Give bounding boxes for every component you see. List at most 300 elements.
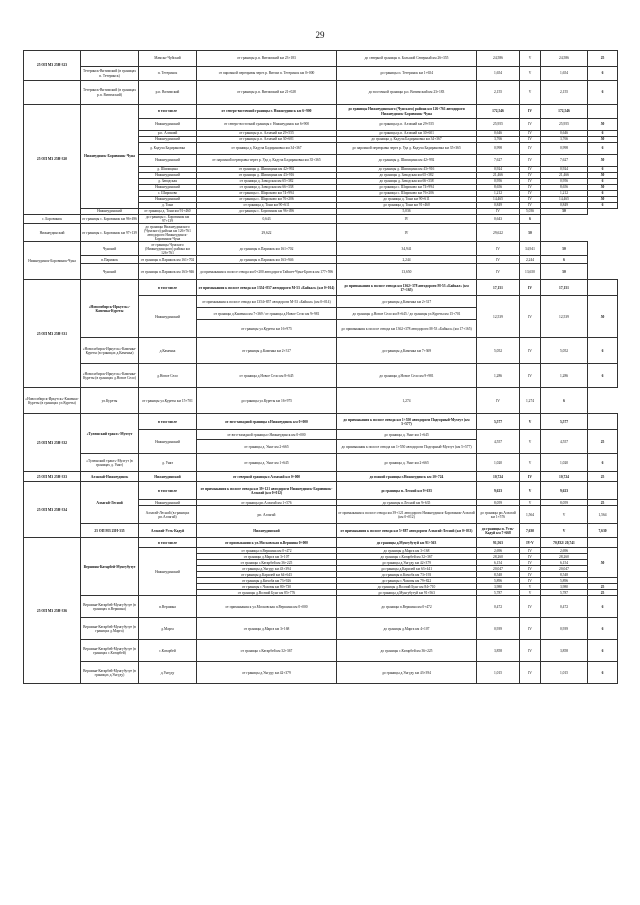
table-cell: 21,466 [477,173,520,179]
table-cell: до границы д. Ункт км 2+665 [337,454,477,472]
table-cell: от границы д.Марга км 3+168 [197,618,337,640]
table-cell: до границы д. Заводская км 66+338 [337,179,477,185]
table-cell: 3,766 [477,137,520,143]
table-cell: Нижнеудинский [139,548,197,596]
table-row [24,338,618,364]
table-cell: до границы д.Мунгубутуй км 91+563 [337,538,477,548]
table-cell: 50 [588,173,618,179]
table-cell: 4,557 [477,430,520,454]
table-cell: р.п. Алзамай [139,131,197,137]
table-row [24,264,618,280]
table-cell: 25 ОП МЗ 25Н-335 [81,524,139,538]
table-cell: V [541,506,588,524]
table-cell: от границы д. Шипицина км 42+992 [197,167,337,173]
table-cell: от юго-западной границы г.Нижнеудинск км 0+000 [197,414,337,430]
table-cell: 5,577 [541,414,588,430]
table-cell: 0,924 [541,167,588,173]
table-cell: от границы д. Тони км 91+460 [139,209,197,215]
table-cell: 5,787 [541,590,588,596]
table-cell: 10,724 [477,472,520,482]
table-cell: Чунский [81,242,139,256]
table-cell: п.Вершина [139,596,197,618]
table-cell: 4,557 [541,430,588,454]
table-cell: 5,036 [337,209,477,215]
table-cell: 91,563 [477,538,520,548]
table-cell: 7,627 [541,155,588,167]
table-cell: 8,656 [477,185,520,191]
table-cell: от границы д. Заводская км 65+382 [197,179,337,185]
table-cell: от границы д.Кичоба км 73+926 [197,578,337,584]
table-cell: до границы д.Каменка км 7+369 [337,338,477,364]
table-cell: IV [520,662,541,684]
table-row [24,242,618,256]
table-cell: от границы д. Шипицина км 43+916 [197,173,337,179]
table-cell: от примыкания к полосе отвода км 1354+857 автодороги М-53 «Байкал» (км 0+014) [197,280,337,296]
table-cell: 1,015 [477,662,520,684]
table-cell: «Тулюнский тракт»-Мухтут (в границах д. Ункт) [81,454,139,472]
table-cell: 0,646 [541,131,588,137]
table-cell: до границы д. Заводская км 65+382 [337,173,477,179]
table-cell: 20,047 [541,566,588,572]
table-cell: Алзагай-Лесной (в границах рп.Алзагай) [139,506,197,524]
table-cell: 25 [588,51,618,67]
table-cell: IV [477,209,520,215]
table-cell: «Новосибирск-Иркутск»-Каменка-Куреты (в границах д.Новое Село) [81,364,139,388]
table-cell: до примыкания к полосе отвода км 1+550 автодороги Подгорный-Мухтут (км 5+577) [337,440,477,454]
table-cell: 25 ОП МЗ 25Н-334 [24,482,81,538]
table-cell: 0,939 [477,618,520,640]
table-cell: 50 [588,119,618,131]
table-cell: IV [337,215,477,224]
table-cell: 9,623 [477,482,520,500]
table-cell: 1,274 [337,388,477,414]
table-cell: IV [520,640,541,662]
table-cell: 17,151 [541,280,588,296]
table-cell: от границы д.Каменка км 7+369 / от границы д.Новое Село км 9+981 [197,308,337,320]
table-cell: 6 [588,131,618,137]
table-cell: IV [520,472,541,482]
table-cell: от границы д.Карилей км 64+643 [197,572,337,578]
table-cell: 28,260 [477,554,520,560]
table-row [24,256,618,264]
table-cell: IV [520,578,541,584]
table-cell: Нижнеудинск-Боровинок-Чуна [24,242,81,280]
table-cell: от границы рп.Алзагай км 1+576 [197,500,337,506]
table-cell: 50 [588,155,618,167]
table-cell: до примыкания к полосе отвода км 0+200 автодороги Тайшет-Чуна-Братск км 177+596 [197,264,337,280]
table-cell: IV [477,264,520,280]
table-cell: 1,020 [477,454,520,472]
table-cell: IV [520,173,541,179]
table-cell: 3,980 [477,584,520,590]
table-cell: до границы с.Катарбей км 32+367 [337,554,477,560]
table-cell: 50 [541,242,588,256]
table-cell: 5,052 [477,338,520,364]
table-cell: 25 ОП МЗ 25Н-323 [24,51,81,81]
table-cell: 7,627 [477,155,520,167]
table-cell: 2,155 [477,81,520,105]
table-cell: V [520,81,541,105]
table-cell: IV [520,167,541,173]
table-cell: д.Унгуду [139,662,197,684]
table-cell: IV [520,280,541,296]
table-cell: 50 [588,185,618,191]
table-cell: от границы д. Кадуча Бадирановка км 34+367 [197,143,337,155]
table-cell: 50 [588,137,618,143]
table-cell: до границы д. Тони км 91+460 [337,203,477,209]
table-cell: до паромной переправы через р. Уда д. Кадуча Бадирановка км 35+365 [337,143,477,155]
table-cell: от примыкания к ул.Московская п.Вершина км 0+000 [197,596,337,618]
table-cell: 0,849 [541,203,588,209]
table-cell: Нижнеудинский [139,173,197,179]
table-row [24,388,618,414]
table-cell: р.п. Витимский [139,81,197,105]
table-cell: от границы д.Волчий Бунг км 85+776 [197,590,337,596]
table-cell: в том числе [139,105,197,119]
table-cell: 14,465 [541,197,588,203]
table-cell: 1,286 [541,364,588,388]
table-cell: Вершина-Катарбей-Мунгубутуе (в границах п.Вершина) [81,596,139,618]
table-cell: 14,465 [477,197,520,203]
table-cell: от паромной переправы через р. Уда д. Кадуча Бадирановка км 35+365 [197,155,337,167]
table-cell: IV [477,242,520,256]
table-cell: V [520,454,541,472]
table-cell: 25,955 [541,119,588,131]
table-cell: IV [520,155,541,167]
table-cell: IV [520,560,541,566]
table-cell: IV [520,548,541,554]
table-cell: 6 [588,618,618,640]
table-cell: д. Кадуча Бадирановка [139,143,197,155]
table-cell: IV [520,137,541,143]
table-cell: 29,622 [477,224,520,242]
table-cell: 50 [588,296,618,338]
table-cell: до границы д. Кадуча Бадирановка км 34+367 [337,137,477,143]
table-cell: до примыкания к полосе отвода км 1362+378 автодороги М-53 «Байкал» (км 17+165) [337,280,477,296]
table-cell: до границы д.Мунгубутуй км 91+563 [337,590,477,596]
table-cell: 6 [541,388,588,414]
table-cell: от границы п.Вершина км 0+472 [197,548,337,554]
table-cell [588,414,618,430]
table-cell: 2,244 [337,256,477,264]
table-cell: Нижнеудинский [139,472,197,482]
table-cell: 29,622 [197,224,337,242]
table-cell [588,105,618,119]
table-cell: Алзамай-Нижнеудинск [81,472,139,482]
table-cell: до границы д. Шипицина км 42+992 [337,155,477,167]
table-cell: 0,939 [541,618,588,640]
table-cell: от границы д.Новое Село км 8+645 [197,364,337,388]
table-cell: до границы с. Боровинок км 97+139 [139,215,197,224]
table-cell: 25 [588,430,618,454]
table-row [24,524,618,538]
table-cell: 50 [520,224,541,242]
table-row [24,67,618,81]
table-cell: от границы с.Катарбей км 32+367 [197,640,337,662]
table-row [24,596,618,618]
table-cell: до границы р.п. Алзамай км 30+601 [337,131,477,137]
table-cell [81,51,139,67]
table-cell: 6 [588,662,618,684]
table-cell: до границы д.Унгуду км 43+394 [337,662,477,684]
table-cell: 1,286 [477,364,520,388]
table-cell: 9,623 [541,482,588,500]
table-cell: 25 ОП МЗ 25Н-333 [24,472,81,482]
table-cell: до границы рп.Алзагай км 1+576 [477,506,520,524]
table-cell: 0,998 [477,143,520,155]
table-cell: 25 [588,584,618,590]
table-cell: д.Новое Село [139,364,197,388]
table-cell: Вершина-Катарбей-Мунгубутуе (в границах д.Унгуду) [81,662,139,684]
table-cell: V [520,482,541,500]
table-cell: IV [520,191,541,197]
table-cell: от границы д.Унгуду км 42+379 [197,662,337,684]
table-cell: от границы ул.Куреты км 16+975 [197,320,337,338]
table-cell: IV [520,119,541,131]
table-cell: 25 [588,472,618,482]
table-cell: от северо-восточной границы г. Нижнеудинск км 6+900 [197,105,337,119]
table-row [24,215,618,224]
table-cell: до границы Нижнеудинского (Чунского) района км 126+761 автодороги Нижнеудинск-Боровинок-Чуна [337,105,477,119]
table-cell: от границы Чунского (Нижнеудинского) района км 126+761 [139,242,197,256]
table-cell: 12,539 [477,296,520,338]
table-cell: IV [520,105,541,119]
table-cell: 172,546 [541,105,588,119]
table-cell: до границы п.Парижок км 163+946 [197,256,337,264]
table-cell: IV [520,338,541,364]
table-cell: от границы р.п. Витимский км 23+183 [197,51,337,67]
page-number: 29 [315,30,325,40]
table-cell: с. Боровинок [24,215,81,224]
table-cell: 6 [588,179,618,185]
table-cell: 24,586 [477,51,520,67]
table-row [24,105,618,119]
table-cell: 6 [588,167,618,173]
table-cell: 7,630 [520,524,541,538]
table-cell: до границы п. Тетеринск км 1+654 [337,67,477,81]
table-cell: 0,849 [477,203,520,209]
table-cell: п. Тетеринск [139,67,197,81]
table-cell: Тетеринск-Витимский (в границах р.п. Витимский) [81,81,139,105]
table-cell: 0,472 [477,596,520,618]
table-cell: 1,015 [541,662,588,684]
table-row [24,81,618,105]
table-cell: до границы д.Карилей км 63+441 [337,566,477,572]
table-cell: от границы д.Унгуду км 43+394 [197,566,337,572]
table-cell: 2,244 [520,256,541,264]
table-row [24,618,618,640]
table-cell: IV [477,256,520,264]
table-cell: 10,724 [541,472,588,482]
table-cell: до границы д. Ункт км 1+645 [337,430,477,440]
table-cell: 25 ОП МЗ 25Н-332 [24,414,81,472]
table-cell: в том числе [139,538,197,548]
table-cell: ул.Куреты [81,388,139,414]
table-cell: 25 ОП МЗ 25Н-331 [24,280,81,388]
table-cell: IV [520,364,541,388]
table-cell: 70,832/ 20,741 [541,538,588,548]
table-cell: до границы с. Боровинок км 96+496 [197,209,337,215]
table-cell: до границы с.Чаховы км 79+822 [337,578,477,584]
table-cell: 0,643 [477,215,520,224]
table-cell: 6 [541,256,588,264]
table-cell: до границы с.Катарбей км 36+225 [337,640,477,662]
table-cell: 25 [588,500,618,506]
table-cell: до примыкания к полосе отвода км 1+550 автодороги Подгорный-Мухтут (км 5+577) [337,414,477,430]
table-cell: Нижнеудинский [139,119,197,131]
table-cell: 8,656 [541,185,588,191]
table-cell: д.Каменка [139,338,197,364]
table-cell: Нижнеудинский [139,197,197,203]
table-cell: 3,858 [541,640,588,662]
table-cell: д. Ункт [139,454,197,472]
table-cell: 1,564 [588,506,618,524]
table-cell: Алзагай-Усть-Кадуй [139,524,197,538]
table-cell: V [520,584,541,590]
table-row [24,662,618,684]
table-cell: до границы п. Лесной км 9+635 [337,482,477,500]
table-cell: до границы ул.Куреты км 16+975 [197,388,337,414]
table-cell: до границы д.Новое Село км 9+981 [337,364,477,388]
table-cell: в том числе [139,482,197,500]
roads-table-body [24,51,618,684]
table-cell: от границы р.п. Витимский км 21+028 [197,81,337,105]
table-cell: 34,941 [520,242,541,256]
table-cell: V [520,51,541,67]
table-cell: от примыкания к ул.Московская п.Вершина 0+000 [197,538,337,548]
table-cell: 172,546 [477,105,520,119]
table-cell: 50 [588,197,618,203]
table-cell: 0,924 [477,167,520,173]
table-cell: 13,650 [520,264,541,280]
table-cell: 24,586 [541,51,588,67]
table-cell [588,482,618,500]
table-cell: д. Заводская [139,179,197,185]
table-cell: 17,151 [477,280,520,296]
table-cell: от паромной переправы через р. Витим п. Тетеринск км 0+000 [197,67,337,81]
table-cell: 1,274 [520,388,541,414]
table-cell: 25 [588,590,618,596]
table-cell: Нижнеудинский [139,185,197,191]
table-cell: 3,766 [541,137,588,143]
table-cell: 1,212 [541,191,588,197]
table-cell: 1,654 [477,67,520,81]
table-cell: Нижнеудинский [197,524,337,538]
table-cell: 6 [588,67,618,81]
table-cell: Чунский [81,264,139,280]
table-cell: Вершина-Катарбей-Мунгубутуе (в границах с.Катарбей) [81,640,139,662]
table-cell: V [520,590,541,596]
table-cell: от границы с. Боровинок км 97+139 [81,224,139,242]
table-cell: 1,654 [541,67,588,81]
table-cell: IV [520,596,541,618]
table-cell: до границы р.п. Алзамай км 29+555 [337,119,477,131]
table-cell: 20,047 [477,566,520,572]
table-cell: от границы с. Широково км 74+994 [197,191,337,197]
table-cell: IV [520,131,541,137]
table-cell: IV [520,185,541,191]
table-cell: от границы п.Парижок км 161+702 [139,256,197,264]
table-cell: от северной границы г.Алзамай км 0+000 [197,472,337,482]
table-row [24,224,618,242]
table-cell: до примыкания к полосе отвода км 1362+378 автодороги М-53 «Байкал» (км 17+165) [337,320,477,338]
table-cell: 1,212 [477,191,520,197]
table-cell: в том числе [139,280,197,296]
table-row [24,482,618,500]
table-cell: V [541,524,588,538]
table-cell [588,538,618,548]
table-row [24,51,618,67]
table-cell: 5,896 [477,578,520,584]
table-cell: в том числе [139,414,197,430]
table-cell: 6,154 [541,560,588,566]
table-cell: IV [520,572,541,578]
table-cell: от границы д.Каменка км 2+317 [197,338,337,364]
table-cell: п.Парижок [81,256,139,264]
table-cell: V [520,414,541,430]
table-cell: 0,956 [541,179,588,185]
roads-table [23,50,618,684]
table-cell: от границы с. Широково км 76+206 [197,197,337,203]
table-cell: до границы п.Кичоба км 73+193 [337,572,477,578]
table-row [24,280,618,296]
table-cell: Вершина-Катарбей-Мунгубутуе [81,538,139,596]
table-cell: до границы п.Парижок км 161+702 [197,242,337,256]
table-cell: до южной границы г.Нижнеудинск км 10+724 [337,472,477,482]
table-cell: 2,155 [541,81,588,105]
table-cell: 50 [588,548,618,578]
table-cell [24,81,81,105]
table-cell [588,280,618,296]
table-cell: 25 ОП МЗ 25Н-320 [24,105,81,215]
table-cell: «Новосибирск-Иркутск»-Каменка-Куреты [81,280,139,338]
table-cell: IV [520,197,541,203]
table-cell: до восточной границы р.п. Витимский км 23+183 [337,81,477,105]
table-cell: 2,696 [541,548,588,554]
table-cell: 8,059 [477,500,520,506]
table-cell: 0,998 [541,143,588,155]
table-cell: от границы д. Заводская км 66+338 [197,185,337,191]
table-cell: 8,548 [541,572,588,578]
table-cell: до границы д.Волчий Бунг км 84+710 [337,584,477,590]
table-cell: Тетеринск-Витимский (в границах п. Тетеринск) [81,67,139,81]
table-cell: 6 [588,454,618,472]
table-cell: 1,564 [520,506,541,524]
table-cell: от границы д. Тони км 90+611 [197,203,337,209]
table-cell: 5,787 [477,590,520,596]
table-row [24,364,618,388]
table-cell: д.Марга [139,618,197,640]
table-cell: 0,646 [477,131,520,137]
table-cell: 5,577 [477,414,520,430]
table-cell: от границы ул.Куреты км 15+701 [139,388,197,414]
table-cell: до границы д.Унгуду км 42+379 [337,560,477,566]
table-cell: 6 [588,338,618,364]
table-cell: IV [520,203,541,209]
table-cell: 6 [588,596,618,618]
table-cell: 7,630 [588,524,618,538]
table-cell: 25 ОП МЗ 25Н-336 [24,538,81,684]
table-cell: с. Широково [139,191,197,197]
table-cell: от границы д. Ункт км 1+645 [197,454,337,472]
table-cell: 2,696 [477,548,520,554]
table-cell: Нижнеудинский [24,224,81,242]
table-cell: до границы с. Широково км 74+994 [337,185,477,191]
table-row [24,414,618,430]
table-cell: V [520,67,541,81]
table-cell: 6 [588,81,618,105]
table-cell: 8,548 [477,572,520,578]
